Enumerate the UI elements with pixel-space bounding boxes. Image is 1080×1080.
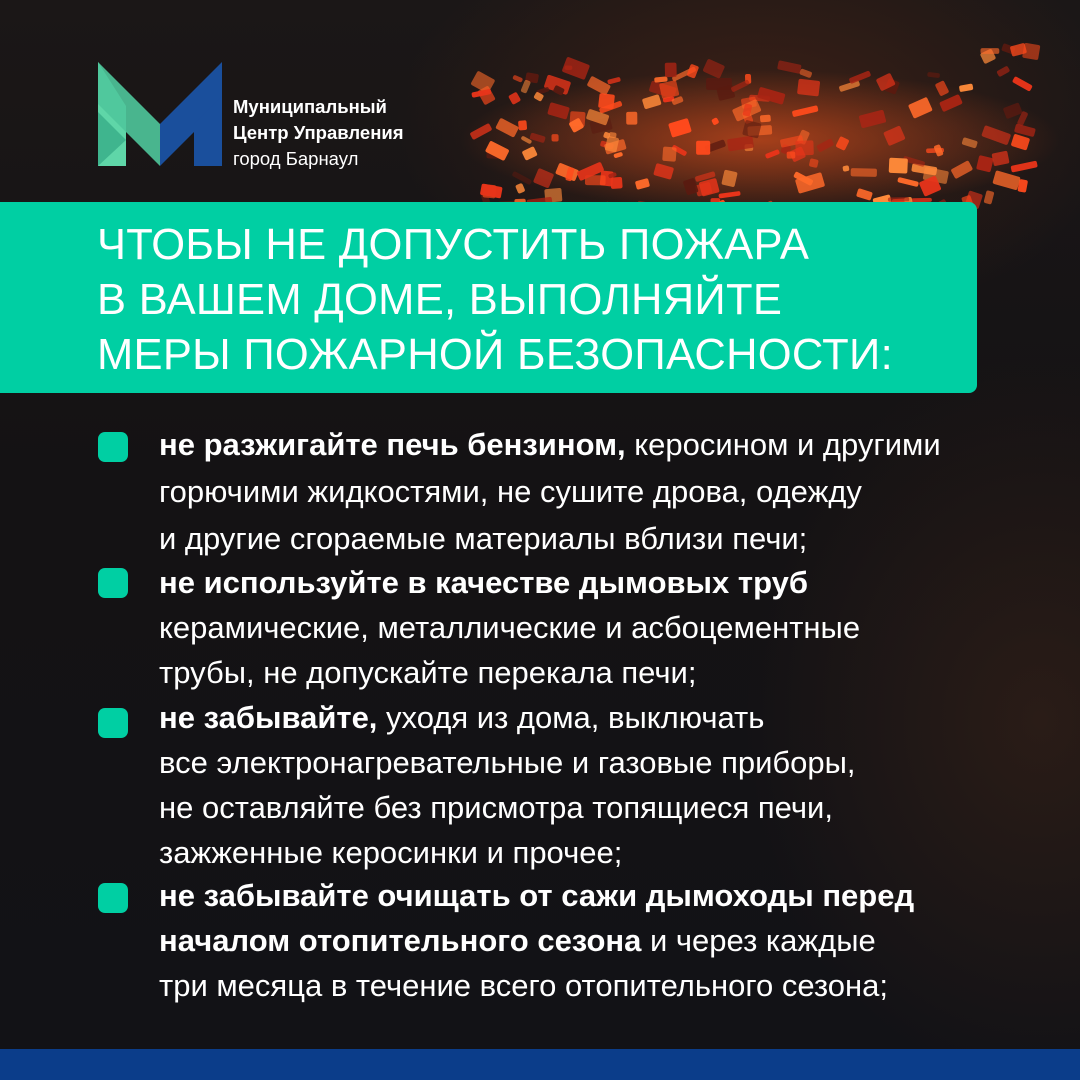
list-item-text: и через каждые xyxy=(641,923,876,958)
list-item xyxy=(98,560,1028,700)
bullet-marker xyxy=(98,883,128,913)
list-item xyxy=(98,422,1028,562)
bullet-marker xyxy=(98,708,128,738)
org-name-line1: Муниципальный xyxy=(233,96,387,117)
bullet-marker xyxy=(98,568,128,598)
list-item-line xyxy=(159,695,764,740)
list-item xyxy=(98,695,1028,875)
bullet-marker xyxy=(98,432,128,462)
list-item-bold: не забывайте очищать от сажи дымоходы перед xyxy=(159,878,915,913)
list-item-text: керосином и другими xyxy=(625,427,941,462)
list-item-line: не оставляйте без присмотра топящиеся печи, xyxy=(159,790,833,825)
list-item-bold: не забывайте, xyxy=(159,700,378,735)
headline-line1: ЧТОБЫ НЕ ДОПУСТИТЬ ПОЖАРА xyxy=(97,221,810,269)
list-item-line xyxy=(159,422,941,467)
list-item-line: все электронагревательные и газовые приборы, xyxy=(159,745,856,780)
list-item-bold: не используйте в качестве дымовых труб xyxy=(159,565,808,600)
headline-line3: МЕРЫ ПОЖАРНОЙ БЕЗОПАСНОСТИ: xyxy=(97,331,894,379)
list-item-line: три месяца в течение всего отопительного сезона; xyxy=(159,968,889,1003)
list-item-bold: не разжигайте печь бензином, xyxy=(159,427,626,462)
list-item-line: керамические, металлические и асбоцементные xyxy=(159,610,861,645)
list-item-bold: началом отопительного сезона xyxy=(159,923,642,958)
list-item-line: зажженные керосинки и прочее; xyxy=(159,835,623,870)
list-item xyxy=(98,873,1028,1013)
org-name-line2: Центр Управления xyxy=(233,122,404,143)
list-item-line: трубы, не допускайте перекала печи; xyxy=(159,655,697,690)
list-item-line: горючими жидкостями, не сушите дрова, одежду xyxy=(159,474,862,509)
list-item-line xyxy=(159,918,876,963)
list-item-line xyxy=(159,873,914,918)
list-item-line: и другие сгораемые материалы вблизи печи; xyxy=(159,521,808,556)
list-item-text: уходя из дома, выключать xyxy=(377,700,765,735)
bottom-bar xyxy=(0,1049,1080,1080)
list-item-line xyxy=(159,560,808,605)
headline-line2: В ВАШЕМ ДОМЕ, ВЫПОЛНЯЙТЕ xyxy=(97,276,783,324)
org-city: город Барнаул xyxy=(233,148,359,169)
